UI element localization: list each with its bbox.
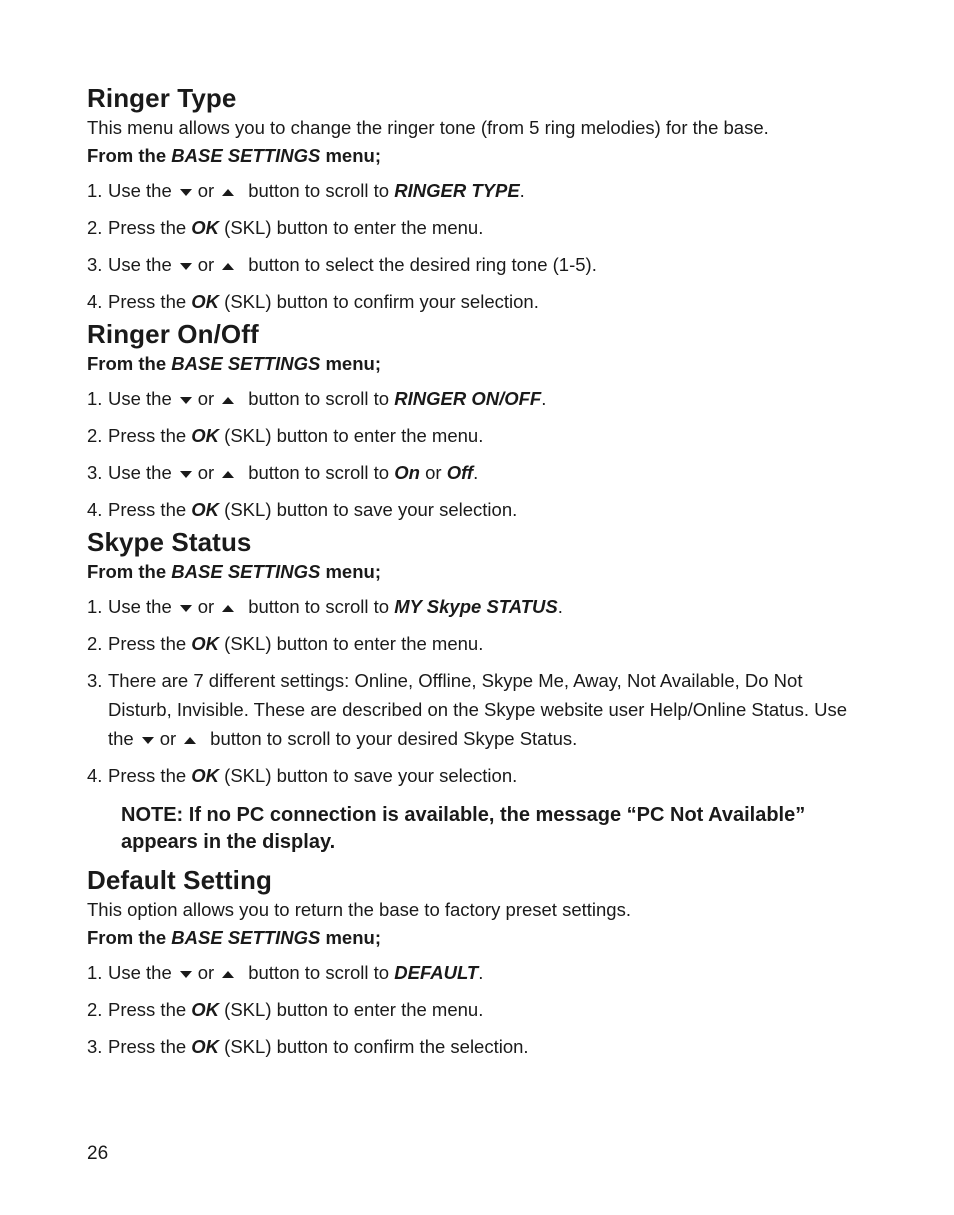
step: 3. Use the or button to select the desired ring tone (1-5). [87,254,597,275]
step: 4. Press the OK (SKL) button to confirm your selection. [87,291,539,312]
down-arrow-icon [180,605,192,612]
section-title: Ringer Type [87,83,237,113]
up-arrow-icon [222,397,234,404]
down-arrow-icon [180,397,192,404]
step: 1. Use the or button to scroll to MY Skype STATUS. [87,596,563,617]
step: 2. Press the OK (SKL) button to enter the menu. [87,999,484,1020]
step: 2. Press the OK (SKL) button to enter the menu. [87,425,484,446]
section-ringer-on-off [87,318,867,524]
step: 2. Press the OK (SKL) button to enter the menu. [87,633,484,654]
step: 4. Press the OK (SKL) button to save your selection. [87,765,518,786]
step: 3. Press the OK (SKL) button to confirm the selection. [87,1036,529,1057]
section-ringer-type [87,82,867,316]
step: 3. Use the or button to scroll to On or Off. [87,462,479,483]
section-title: Skype Status [87,527,252,557]
down-arrow-icon [180,189,192,196]
up-arrow-icon [222,189,234,196]
section-intro: This option allows you to return the base to factory preset settings. [87,899,631,920]
section-title: Ringer On/Off [87,319,259,349]
up-arrow-icon [222,471,234,478]
section-default-setting [87,864,867,1061]
up-arrow-icon [222,263,234,270]
page-number: 26 [87,1143,109,1164]
note: NOTE: If no PC connection is available, the message “PC Not Available” appears in the display. [121,804,806,853]
manual-page [87,82,867,1069]
section-intro: This menu allows you to change the ringer tone (from 5 ring melodies) for the base. [87,117,769,138]
section-skype-status [87,526,867,856]
menu-path: From the BASE SETTINGS menu; [87,353,381,374]
down-arrow-icon [180,263,192,270]
down-arrow-icon [142,737,154,744]
down-arrow-icon [180,971,192,978]
up-arrow-icon [222,605,234,612]
menu-path: From the BASE SETTINGS menu; [87,561,381,582]
step: 3. There are 7 different settings: Online, Offline, Skype Me, Away, Not Available, Do Not Disturb, Invisible. These are described on the Skype website user Help/Online Status. Use the or button to scroll to your desired Skype Status. [87,670,848,749]
menu-path: From the BASE SETTINGS menu; [87,145,381,166]
step: 1. Use the or button to scroll to RINGER ON/OFF. [87,388,547,409]
step: 1. Use the or button to scroll to DEFAULT. [87,962,484,983]
section-title: Default Setting [87,865,272,895]
up-arrow-icon [222,971,234,978]
step: 4. Press the OK (SKL) button to save your selection. [87,499,518,520]
down-arrow-icon [180,471,192,478]
step: 1. Use the or button to scroll to RINGER TYPE. [87,180,525,201]
up-arrow-icon [184,737,196,744]
menu-path: From the BASE SETTINGS menu; [87,927,381,948]
step: 2. Press the OK (SKL) button to enter the menu. [87,217,484,238]
